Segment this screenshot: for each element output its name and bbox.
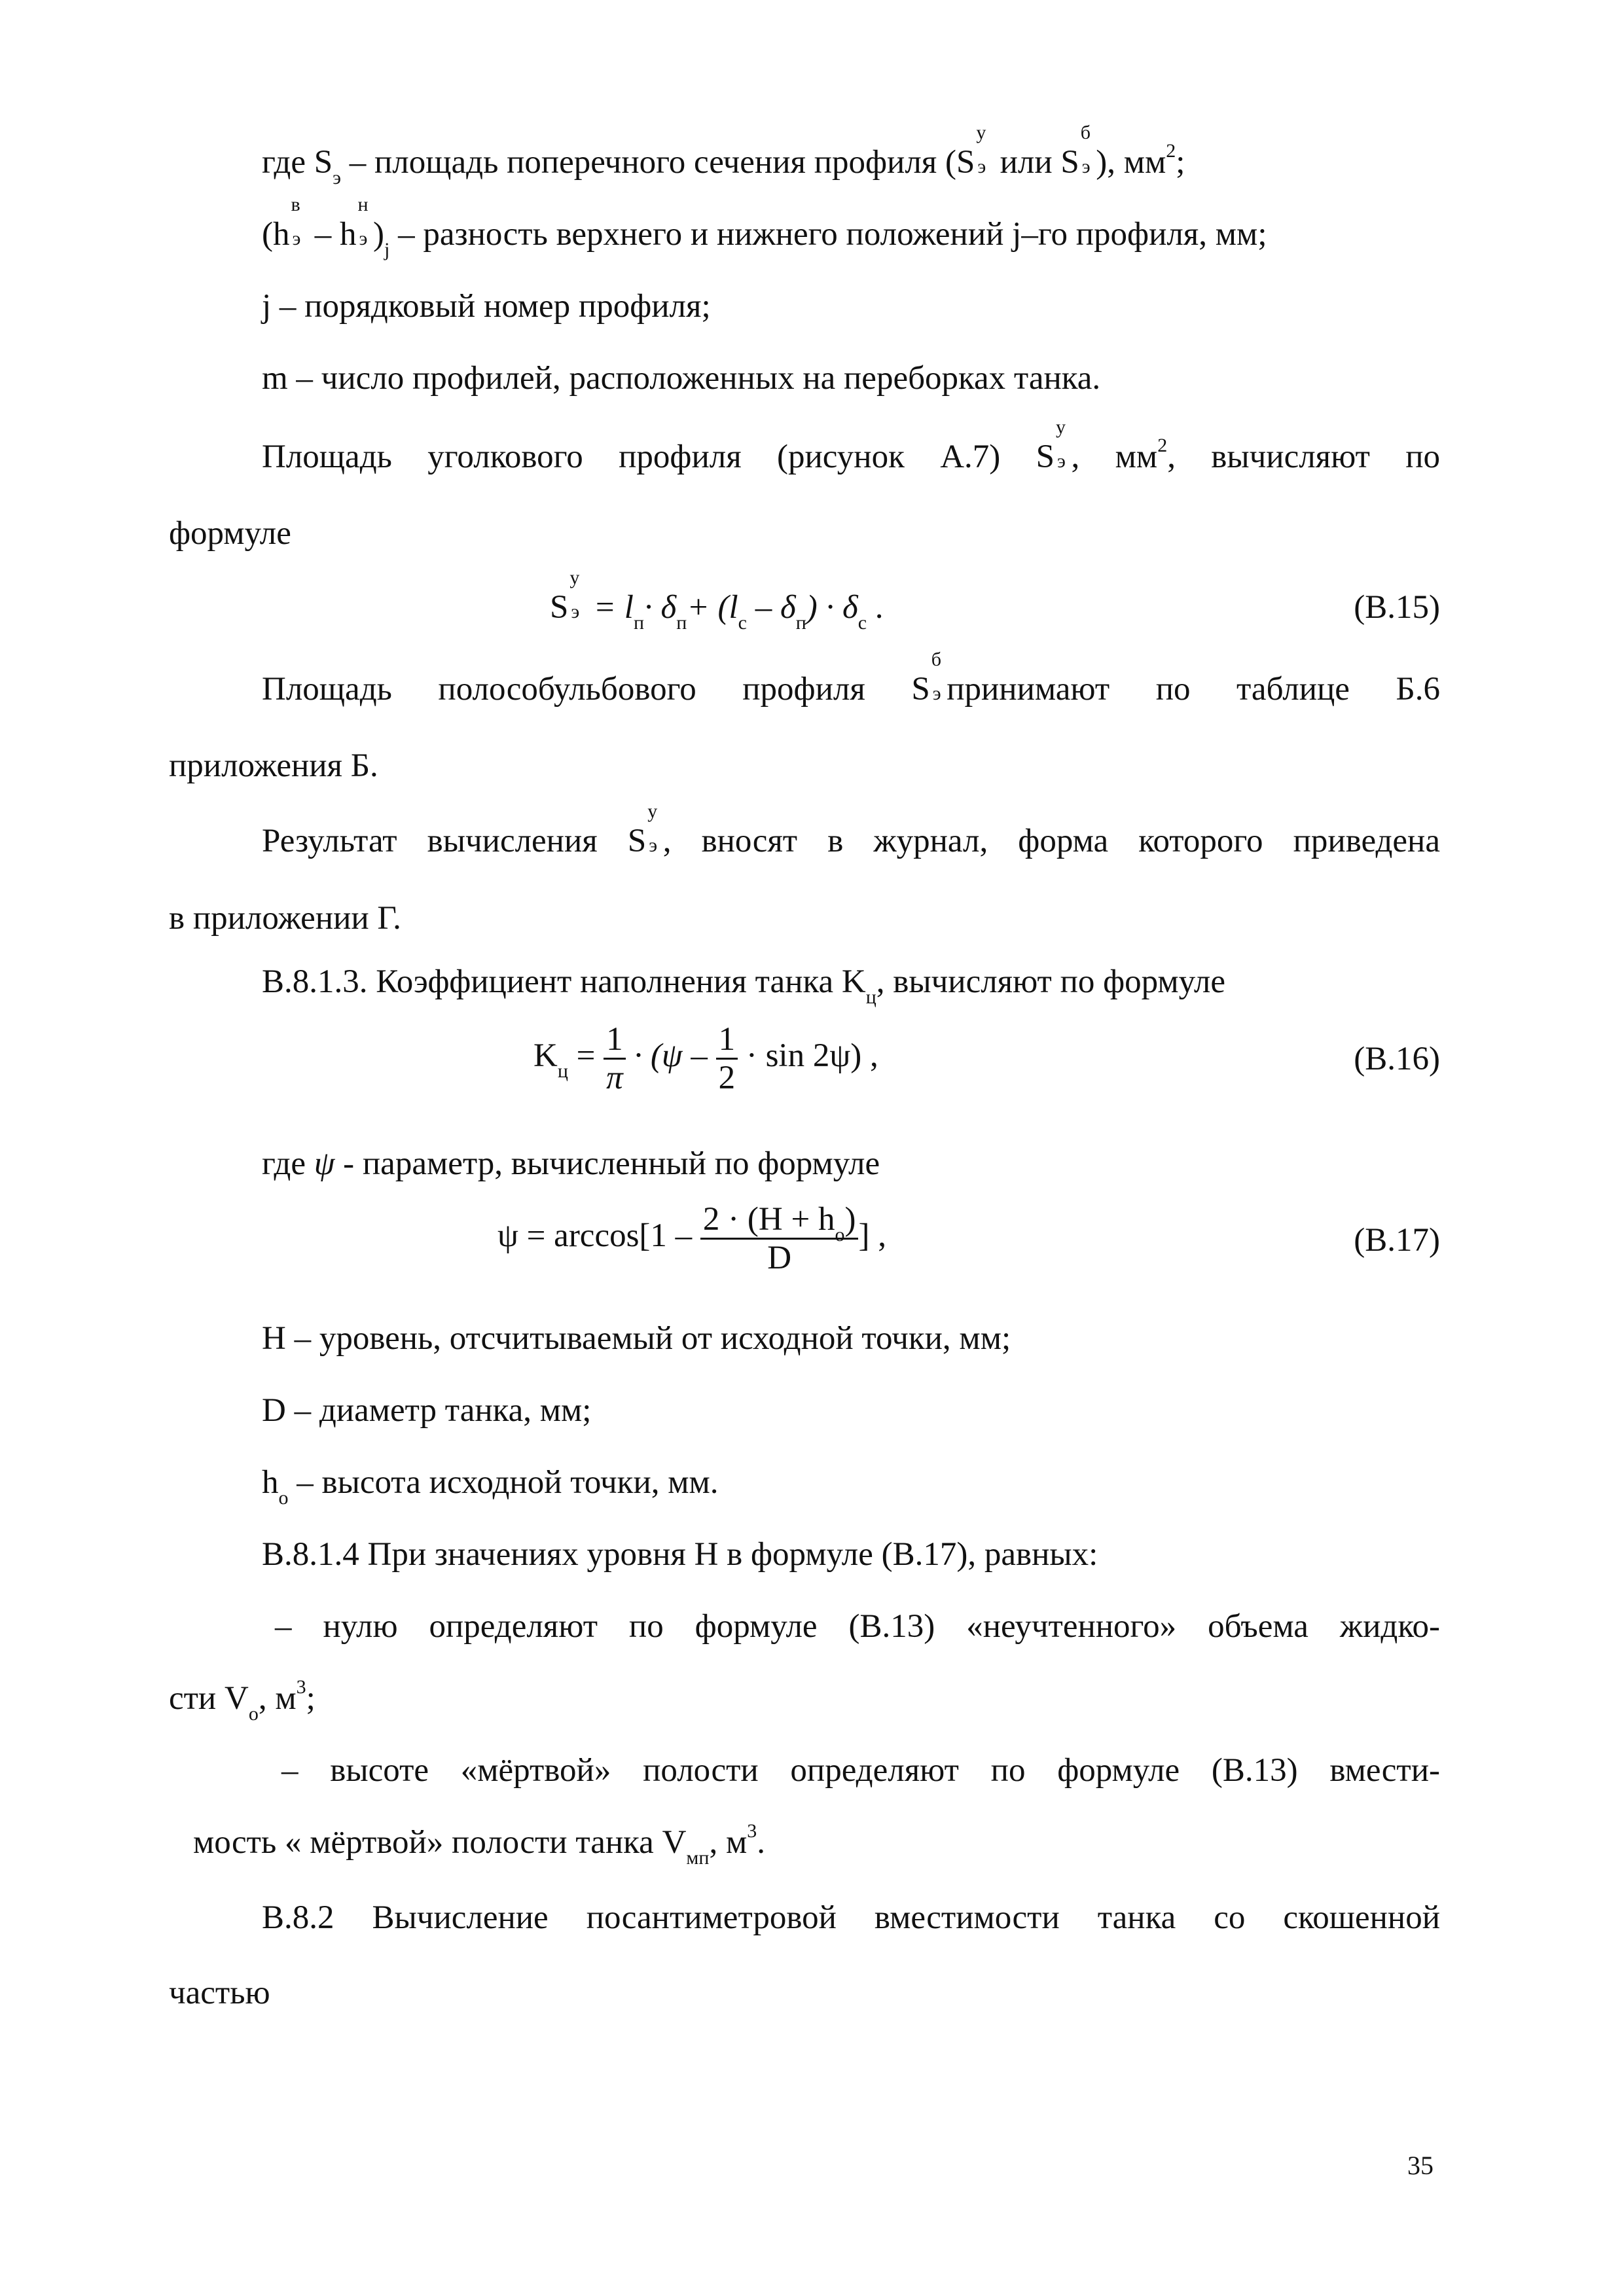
subscript: э bbox=[1081, 156, 1091, 177]
formula-b17 bbox=[497, 1201, 886, 1276]
paragraph-bulb-profile bbox=[262, 649, 1440, 709]
superscript: в bbox=[291, 194, 300, 215]
paragraph-continuation: приложения Б. bbox=[169, 747, 378, 784]
text: ), мм bbox=[1096, 144, 1166, 181]
section-b82: В.8.2 Вычисление посантиметровой вместимости танка со скошенной bbox=[262, 1899, 1440, 1936]
superscript: б bbox=[1080, 122, 1091, 143]
subscript: мп bbox=[686, 1847, 710, 1869]
subscript: o bbox=[835, 1224, 845, 1246]
text: (h bbox=[262, 216, 290, 253]
subscript: п bbox=[633, 612, 645, 634]
subscript: э bbox=[571, 601, 580, 622]
denominator: 2 bbox=[718, 1060, 736, 1096]
text: + (l bbox=[687, 589, 738, 626]
text: , мм bbox=[1071, 439, 1158, 475]
subscript: ц bbox=[865, 986, 876, 1009]
symbol-stack bbox=[975, 122, 992, 182]
text: Площадь полособульбового профиля S bbox=[262, 671, 930, 708]
list-item-zero-continuation bbox=[169, 1676, 316, 1725]
text: ) · δ bbox=[806, 589, 858, 626]
subscript: э bbox=[932, 683, 941, 704]
text: ψ = arccos[1 – bbox=[497, 1217, 700, 1255]
text: . bbox=[757, 1824, 765, 1861]
text: сти V bbox=[169, 1680, 249, 1717]
text: , м bbox=[709, 1824, 748, 1861]
fraction bbox=[716, 1021, 738, 1096]
subscript: с bbox=[738, 612, 747, 634]
superscript: 2 bbox=[1157, 435, 1168, 456]
symbol-stack bbox=[356, 194, 373, 254]
denominator: π bbox=[606, 1060, 623, 1096]
text: = l bbox=[585, 589, 634, 626]
subscript: э bbox=[333, 167, 341, 189]
paragraph-continuation: формуле bbox=[169, 515, 291, 552]
text: ; bbox=[1176, 144, 1185, 181]
text: · (ψ – bbox=[625, 1037, 716, 1075]
definition-j: j – порядковый номер профиля; bbox=[262, 288, 711, 325]
denominator: D bbox=[767, 1240, 792, 1276]
text: Площадь уголкового профиля (рисунок А.7) S bbox=[262, 439, 1055, 475]
text: где S bbox=[262, 144, 333, 181]
definition-psi bbox=[262, 1144, 880, 1183]
formula-number-b15: (В.15) bbox=[1354, 589, 1440, 626]
subscript: э bbox=[1057, 450, 1066, 472]
subscript: п bbox=[676, 612, 687, 634]
superscript: 3 bbox=[747, 1820, 757, 1842]
superscript: 2 bbox=[1166, 140, 1176, 162]
symbol-stack bbox=[646, 800, 663, 861]
superscript: у bbox=[647, 800, 658, 822]
text: . bbox=[867, 589, 884, 626]
definition-s-e bbox=[262, 122, 1185, 189]
text: · δ bbox=[644, 589, 677, 626]
definition-h0 bbox=[262, 1463, 719, 1509]
symbol-stack bbox=[1055, 416, 1072, 476]
subscript: с bbox=[857, 612, 867, 634]
subscript: ц bbox=[557, 1060, 568, 1083]
text: где bbox=[262, 1145, 314, 1182]
superscript: у bbox=[1056, 416, 1066, 438]
section-b814: В.8.1.4 При значениях уровня H в формуле (В.17), равных: bbox=[262, 1536, 1098, 1573]
text: h bbox=[262, 1464, 279, 1501]
text: S bbox=[550, 589, 569, 626]
paragraph-angle-profile bbox=[262, 416, 1441, 476]
text: ψ bbox=[314, 1145, 335, 1182]
text: , вычисляют по bbox=[1167, 439, 1441, 475]
text: ] , bbox=[858, 1217, 886, 1255]
text: – δ bbox=[746, 589, 796, 626]
subscript: j bbox=[384, 239, 390, 261]
paragraph-result bbox=[262, 800, 1440, 861]
section-b813 bbox=[262, 962, 1226, 1009]
subscript: o bbox=[248, 1703, 259, 1725]
text: = bbox=[568, 1037, 604, 1075]
text: , вносят в журнал, форма которого приведена bbox=[662, 823, 1440, 859]
numerator: 1 bbox=[716, 1021, 738, 1060]
superscript: у bbox=[976, 122, 986, 143]
text: мость « мёртвой» полости танка V bbox=[193, 1824, 687, 1861]
text: ) bbox=[372, 216, 384, 253]
section-b82-continuation: частью bbox=[169, 1975, 270, 2011]
definition-m: m – число профилей, расположенных на переборках танка. bbox=[262, 360, 1101, 397]
subscript: э bbox=[359, 228, 368, 249]
subscript: o bbox=[278, 1487, 289, 1509]
text: принимают по таблице Б.6 bbox=[947, 671, 1440, 708]
text: или S bbox=[991, 144, 1079, 181]
text: K bbox=[533, 1037, 558, 1075]
symbol-stack bbox=[289, 194, 306, 254]
subscript: п bbox=[795, 612, 806, 634]
formula-b16 bbox=[533, 1021, 878, 1096]
formula-number-b16: (В.16) bbox=[1354, 1041, 1440, 1077]
definition-h: H – уровень, отсчитываемый от исходной точки, мм; bbox=[262, 1320, 1011, 1357]
fraction bbox=[700, 1201, 859, 1276]
text: , вычисляют по формуле bbox=[876, 963, 1226, 1000]
text: - параметр, вычисленный по формуле bbox=[334, 1145, 880, 1182]
text: , м bbox=[258, 1680, 297, 1717]
text: ; bbox=[306, 1680, 316, 1717]
formula-number-b17: (В.17) bbox=[1354, 1222, 1440, 1259]
text: Результат вычисления S bbox=[262, 823, 647, 859]
superscript: у bbox=[569, 567, 580, 588]
text: – h bbox=[306, 216, 357, 253]
definition-d: D – диаметр танка, мм; bbox=[262, 1392, 592, 1429]
page-number: 35 bbox=[1407, 2151, 1434, 2180]
numerator bbox=[700, 1201, 859, 1246]
symbol-stack bbox=[568, 567, 585, 627]
subscript: э bbox=[292, 228, 301, 249]
superscript: 3 bbox=[296, 1676, 306, 1698]
text: ) bbox=[844, 1201, 856, 1238]
text: – разность верхнего и нижнего положений j–го профиля, мм; bbox=[389, 216, 1267, 253]
formula-b15 bbox=[550, 567, 884, 634]
symbol-stack bbox=[1079, 122, 1096, 182]
list-item-zero: – нулю определяют по формуле (В.13) «неучтенного» объема жидко- bbox=[275, 1608, 1440, 1645]
list-item-dead-cavity-continuation bbox=[193, 1820, 765, 1869]
symbol-stack bbox=[930, 649, 947, 709]
text: В.8.1.3. Коэффициент наполнения танка K bbox=[262, 963, 866, 1000]
numerator: 1 bbox=[604, 1021, 626, 1060]
list-item-dead-cavity: – высоте «мёртвой» полости определяют по формуле (В.13) вмести- bbox=[281, 1752, 1440, 1789]
superscript: н bbox=[357, 194, 369, 215]
text: · sin 2ψ) , bbox=[738, 1037, 878, 1075]
definition-h-difference bbox=[262, 194, 1267, 261]
text: – площадь поперечного сечения профиля (S bbox=[340, 144, 975, 181]
subscript: э bbox=[649, 834, 658, 856]
text: – высота исходной точки, мм. bbox=[288, 1464, 719, 1501]
fraction bbox=[604, 1021, 626, 1096]
superscript: б bbox=[931, 649, 941, 670]
paragraph-continuation: в приложении Г. bbox=[169, 900, 401, 937]
subscript: э bbox=[977, 156, 986, 177]
text: 2 · (H + h bbox=[702, 1201, 835, 1238]
